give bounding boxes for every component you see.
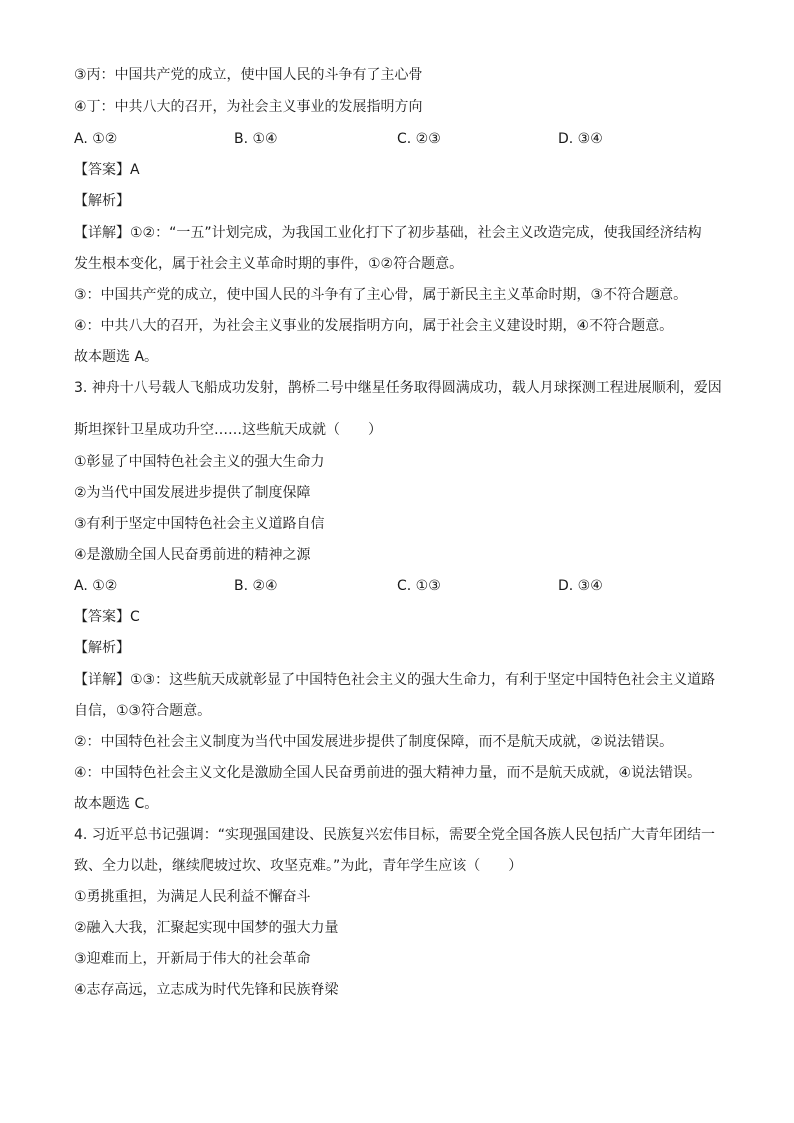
choice-a: A. ①② [74,131,118,147]
detail-line: ③：中国共产党的成立，使中国人民的斗争有了主心骨，属于新民主主义革命时期，③不符合题意。 [74,287,688,303]
detail-line: 【详解】①③：这些航天成就彰显了中国特色社会主义的强大生命力，有利于坚定中国特色社会主义道路 [74,672,716,688]
option-item-1: ①勇挑重担，为满足人民利益不懈奋斗 [74,889,311,905]
choice-c: C. ①③ [397,578,441,594]
option-item-3: ③丙：中国共产党的成立，使中国人民的斗争有了主心骨 [74,67,423,83]
option-item-4: ④丁：中共八大的召开，为社会主义事业的发展指明方向 [74,99,423,115]
detail-line: 【详解】①②：“一五”计划完成，为我国工业化打下了初步基础，社会主义改造完成，使我国经济结构 [74,225,702,241]
detail-line: ④：中国特色社会主义文化是激励全国人民奋勇前进的强大精神力量，而不是航天成就，④说法错误。 [74,765,702,781]
detail-line: 故本题选 A。 [74,349,159,365]
choice-c: C. ②③ [397,131,441,147]
detail-line: ②：中国特色社会主义制度为当代中国发展进步提供了制度保障，而不是航天成就，②说法错误。 [74,734,674,750]
answer-label: 【答案】C [74,609,140,625]
choice-row [74,576,734,596]
option-item-4: ④志存高远，立志成为时代先锋和民族脊梁 [74,982,339,998]
option-item-3: ③迎难而上，开新局于伟大的社会革命 [74,951,311,967]
question-4-stem-line: 致、全力以赴，继续爬坡过坎、攻坚克难。”为此，青年学生应该（ ） [74,858,523,874]
question-4-stem-line: 4. 习近平总书记强调：“实现强国建设、民族复兴宏伟目标，需要全党全国各族人民包括广大青年团结一 [74,827,716,843]
option-item-2: ②融入大我，汇聚起实现中国梦的强大力量 [74,920,339,936]
choice-row [74,129,734,149]
detail-line: 发生根本变化，属于社会主义革命时期的事件，①②符合题意。 [74,256,464,272]
analysis-label: 【解析】 [74,640,130,656]
detail-line: 故本题选 C。 [74,796,159,812]
choice-a: A. ①② [74,578,118,594]
option-item-1: ①彰显了中国特色社会主义的强大生命力 [74,454,325,470]
choice-d: D. ③④ [558,578,603,594]
question-3-stem-line: 斯坦探针卫星成功升空……这些航天成就（ ） [74,422,382,438]
choice-d: D. ③④ [558,131,603,147]
choice-b: B. ②④ [234,578,278,594]
option-item-4: ④是激励全国人民奋勇前进的精神之源 [74,547,311,563]
answer-label: 【答案】A [74,162,140,178]
option-item-3: ③有利于坚定中国特色社会主义道路自信 [74,516,325,532]
analysis-label: 【解析】 [74,193,130,209]
option-item-2: ②为当代中国发展进步提供了制度保障 [74,485,311,501]
detail-line: 自信，①③符合题意。 [74,703,212,719]
choice-b: B. ①④ [234,131,278,147]
detail-line: ④：中共八大的召开，为社会主义事业的发展指明方向，属于社会主义建设时期，④不符合题意。 [74,318,674,334]
question-3-stem-line: 3. 神舟十八号载人飞船成功发射，鹊桥二号中继星任务取得圆满成功，载人月球探测工程进展顺利，爱因 [74,380,722,396]
